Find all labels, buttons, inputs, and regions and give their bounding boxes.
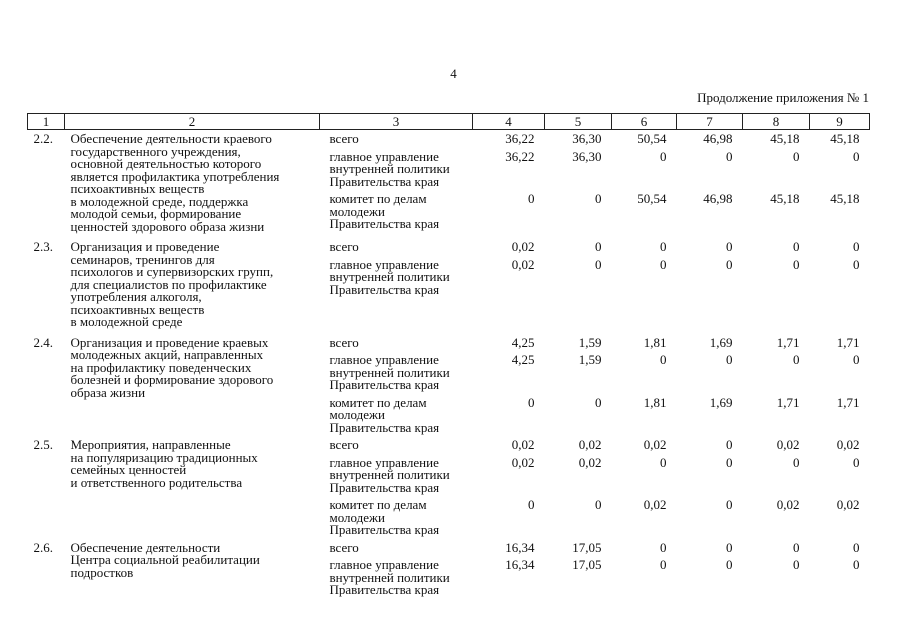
funding-source-cell (320, 334, 473, 437)
col-header-8: 8 (743, 114, 810, 130)
value: 0 (528, 191, 535, 206)
activity-name-line: семейных ценностей (70, 462, 187, 477)
value-cell-col-9 (810, 539, 870, 599)
row-number: 2.6. (33, 539, 53, 555)
value: 0 (726, 497, 733, 512)
value: 0,02 (836, 497, 860, 512)
funding-source (330, 539, 473, 557)
funding-source-line: главное управление (329, 557, 439, 572)
appendix-table (27, 113, 870, 599)
value: 0 (726, 437, 733, 452)
value-cell-col-9 (810, 130, 870, 239)
value: 4,25 (511, 334, 535, 350)
funding-source-line: комитет по делам (329, 497, 427, 512)
activity-name-line: семинаров, тренингов для (70, 251, 215, 267)
value-cell-col-9 (810, 436, 870, 539)
funding-source-line: внутренней политики (329, 467, 450, 482)
value: 36,22 (505, 131, 535, 146)
value: 1,81 (643, 334, 667, 350)
value: 36,30 (572, 148, 602, 164)
activity-name-line: болезней и формирование здорового (70, 372, 274, 387)
value: 45,18 (770, 191, 800, 206)
value: 0 (660, 454, 667, 470)
value: 0 (793, 539, 800, 555)
value: 17,05 (572, 539, 602, 555)
value: 0 (660, 256, 667, 272)
value: 50,54 (637, 131, 667, 146)
value: 0,02 (511, 239, 535, 254)
funding-source-line: Правительства края (329, 281, 440, 297)
activity-name-line: является профилактика употребления (70, 168, 280, 184)
activity-name (65, 238, 320, 334)
value: 46,98 (703, 131, 733, 146)
activity-name-line: молодой семьи, формирование (70, 206, 242, 221)
value: 0 (793, 352, 800, 367)
value: 1,59 (578, 352, 602, 367)
activity-name (65, 436, 320, 539)
funding-source (330, 148, 473, 191)
value: 1,71 (776, 334, 800, 350)
value: 46,98 (703, 191, 733, 206)
activity-name-line: ценностей здорового образа жизни (70, 218, 265, 234)
value: 0,02 (578, 454, 602, 470)
value: 0,02 (776, 497, 800, 512)
col-header-6: 6 (612, 114, 677, 130)
value: 1,69 (709, 394, 733, 410)
funding-source-cell (320, 238, 473, 334)
value-cell-col-8 (743, 539, 810, 599)
value: 0,02 (776, 437, 800, 452)
value: 45,18 (770, 131, 800, 146)
value: 0 (595, 497, 602, 512)
value-cell-col-4 (473, 238, 545, 334)
col-header-9: 9 (810, 114, 870, 130)
activity-name-line: Обеспечение деятельности краевого (70, 131, 272, 146)
activity-name-line: основной деятельностью которого (70, 156, 262, 171)
funding-source (330, 394, 473, 437)
funding-source-line: Правительства края (329, 582, 440, 597)
value: 16,34 (505, 539, 535, 555)
value-cell-col-7 (677, 334, 743, 437)
activity-name-line: Организация и проведение краевых (70, 334, 269, 350)
activity-name-line: на профилактику поведенческих (70, 359, 252, 375)
funding-source-line: всего (329, 437, 359, 452)
value: 0 (595, 394, 602, 410)
continuation-caption: Продолжение приложения № 1 (697, 90, 869, 105)
funding-source-line: Правительства края (329, 522, 440, 537)
table-row (28, 334, 870, 437)
funding-source-line: всего (329, 334, 359, 350)
value-cell-col-6 (612, 436, 677, 539)
value: 0 (726, 256, 733, 272)
activity-name-line: подростков (70, 564, 134, 580)
col-header-5: 5 (545, 114, 612, 130)
col-header-7: 7 (677, 114, 743, 130)
value-cell-col-5 (545, 238, 612, 334)
activity-name-line: в молодежной среде, поддержка (70, 193, 249, 209)
funding-source-line: всего (329, 131, 359, 146)
activity-name-line: и ответственного родительства (70, 474, 243, 490)
value: 0 (853, 454, 860, 470)
table-row (28, 539, 870, 599)
value: 1,71 (836, 394, 860, 410)
funding-source (330, 556, 473, 599)
table-row (28, 130, 870, 239)
col-header-1: 1 (28, 114, 65, 130)
value: 0 (853, 539, 860, 555)
value-cell-col-4 (473, 539, 545, 599)
funding-source-line: Правительства края (329, 377, 440, 392)
value: 0 (595, 256, 602, 272)
funding-source (330, 190, 473, 238)
funding-source (330, 351, 473, 394)
activity-name (65, 130, 320, 239)
value: 0 (660, 539, 667, 555)
activity-name-line: образа жизни (70, 384, 146, 400)
value-cell-col-8 (743, 238, 810, 334)
value: 0,02 (836, 437, 860, 452)
funding-source-line: молодежи (329, 407, 385, 422)
col-header-2: 2 (65, 114, 320, 130)
value: 0 (793, 148, 800, 164)
value: 0 (853, 557, 860, 572)
value-cell-col-8 (743, 436, 810, 539)
funding-source-line: внутренней политики (329, 569, 450, 585)
value-cell-col-7 (677, 238, 743, 334)
value: 0 (793, 454, 800, 470)
funding-source-line: внутренней политики (329, 161, 450, 176)
value: 1,71 (776, 394, 800, 410)
funding-source-line: комитет по делам (329, 394, 427, 410)
activity-name-line: психоактивных веществ (70, 181, 205, 196)
funding-source-line: главное управление (329, 352, 439, 367)
value-cell-col-5 (545, 130, 612, 239)
value: 0 (726, 539, 733, 555)
value: 0 (726, 557, 733, 572)
value: 1,71 (836, 334, 860, 350)
value: 45,18 (830, 191, 860, 206)
activity-name-line: молодежных акций, направленных (70, 347, 264, 362)
funding-source-line: главное управление (329, 148, 439, 164)
value-cell-col-7 (677, 539, 743, 599)
value: 36,22 (505, 148, 535, 164)
funding-source (330, 130, 473, 148)
value: 0,02 (511, 454, 535, 470)
value-cell-col-5 (545, 436, 612, 539)
value: 0 (853, 148, 860, 164)
table-row (28, 436, 870, 539)
value-cell-col-8 (743, 130, 810, 239)
value: 0 (726, 239, 733, 254)
funding-source (330, 454, 473, 497)
activity-name-line: психоактивных веществ (70, 301, 205, 317)
funding-source-line: Правительства края (329, 173, 440, 189)
funding-source-line: молодежи (329, 203, 385, 219)
value-cell-col-5 (545, 334, 612, 437)
funding-source-line: главное управление (329, 454, 439, 470)
value: 0 (660, 148, 667, 164)
value: 0,02 (511, 437, 535, 452)
funding-source-line: внутренней политики (329, 269, 450, 284)
row-number: 2.3. (33, 239, 53, 254)
value: 0,02 (511, 256, 535, 272)
row-number: 2.5. (33, 437, 53, 452)
funding-source-line: молодежи (329, 509, 385, 525)
value-cell-col-6 (612, 238, 677, 334)
funding-source (330, 256, 473, 334)
value: 0 (853, 256, 860, 272)
value-cell-col-8 (743, 334, 810, 437)
value: 0 (726, 454, 733, 470)
value: 0 (726, 148, 733, 164)
funding-source (330, 436, 473, 454)
value: 1,81 (643, 394, 667, 410)
col-header-3: 3 (320, 114, 473, 130)
activity-name (65, 539, 320, 599)
funding-source (330, 334, 473, 352)
value-cell-col-6 (612, 539, 677, 599)
value: 0 (595, 191, 602, 206)
value: 0 (853, 239, 860, 254)
activity-name-line: Центра социальной реабилитации (70, 552, 260, 567)
funding-source-line: всего (329, 239, 359, 254)
value: 0 (595, 239, 602, 254)
value: 0 (853, 352, 860, 367)
value-cell-col-6 (612, 334, 677, 437)
value-cell-col-5 (545, 539, 612, 599)
value-cell-col-6 (612, 130, 677, 239)
funding-source-line: Правительства края (329, 479, 440, 495)
funding-source-line: Правительства края (329, 419, 440, 435)
activity-name-line: психологов и супервизорских групп, (70, 264, 274, 279)
activity-name-line: для специалистов по профилактике (70, 276, 267, 292)
col-header-4: 4 (473, 114, 545, 130)
value-cell-col-4 (473, 334, 545, 437)
table-body (28, 130, 870, 599)
value: 0,02 (643, 437, 667, 452)
row-number: 2.2. (33, 131, 53, 146)
activity-name-line: Обеспечение деятельности (70, 539, 221, 555)
value: 16,34 (505, 557, 535, 572)
value-cell-col-9 (810, 238, 870, 334)
value: 0 (793, 557, 800, 572)
value: 50,54 (637, 191, 667, 206)
value: 0 (660, 557, 667, 572)
value: 0 (793, 256, 800, 272)
table-row (28, 238, 870, 334)
value: 0 (793, 239, 800, 254)
activity-name-line: Организация и проведение (70, 239, 220, 254)
value: 45,18 (830, 131, 860, 146)
activity-name-line: на популяризацию традиционных (70, 449, 258, 465)
funding-source-line: всего (329, 539, 359, 555)
value-cell-col-4 (473, 130, 545, 239)
activity-name-line: употребления алкоголя, (70, 289, 202, 304)
activity-name-line: государственного учреждения, (70, 143, 241, 159)
value: 1,69 (709, 334, 733, 350)
value: 4,25 (511, 352, 535, 367)
value-cell-col-4 (473, 436, 545, 539)
value: 36,30 (572, 131, 602, 146)
value-cell-col-7 (677, 130, 743, 239)
value: 0 (726, 352, 733, 367)
funding-source-line: внутренней политики (329, 364, 450, 380)
funding-source-line: комитет по делам (329, 191, 427, 206)
value: 1,59 (578, 334, 602, 350)
funding-source-cell (320, 130, 473, 239)
value: 0,02 (578, 437, 602, 452)
funding-source-line: главное управление (329, 256, 439, 272)
activity-name-line: Мероприятия, направленные (70, 437, 231, 452)
column-number-row (28, 114, 870, 130)
row-number: 2.4. (33, 334, 53, 350)
value: 0 (660, 352, 667, 367)
page-number: 4 (450, 66, 457, 81)
value: 0 (528, 394, 535, 410)
funding-source-line: Правительства края (329, 216, 440, 231)
value: 0,02 (643, 497, 667, 512)
value: 17,05 (572, 557, 602, 572)
value-cell-col-7 (677, 436, 743, 539)
activity-name-line: в молодежной среде (70, 314, 183, 329)
value: 0 (660, 239, 667, 254)
funding-source (330, 238, 473, 256)
funding-source-cell (320, 539, 473, 599)
value: 0 (528, 497, 535, 512)
value-cell-col-9 (810, 334, 870, 437)
funding-source (330, 496, 473, 539)
activity-name (65, 334, 320, 437)
funding-source-cell (320, 436, 473, 539)
